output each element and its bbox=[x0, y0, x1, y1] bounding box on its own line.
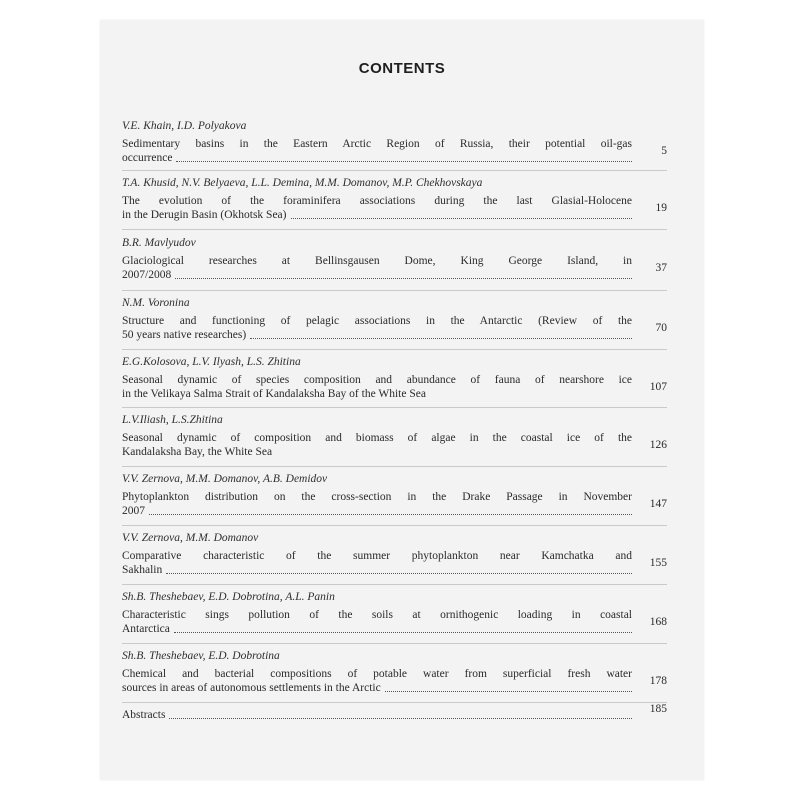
entry-title-line2-text: occurrence bbox=[122, 152, 173, 164]
entry-page-number: 70 bbox=[655, 322, 667, 334]
entry-page-number: 37 bbox=[655, 262, 667, 274]
entry-page-number: 147 bbox=[649, 498, 667, 510]
entry-title-line1: Sedimentary basins in the Eastern Arctic Region of Russia, their potential oil-gas bbox=[122, 138, 632, 150]
divider bbox=[122, 702, 667, 703]
entry-title-line2-text: in the Velikaya Salma Strait of Kandalaksha Bay of the White Sea bbox=[122, 388, 426, 400]
entry-authors: N.M. Voronina bbox=[122, 297, 190, 309]
entry-title-line2 bbox=[122, 151, 632, 165]
dot-leader bbox=[291, 208, 633, 219]
entry-title-line2 bbox=[122, 328, 632, 342]
entry-title-line1: The evolution of the foraminifera associations during the last Glasial-Holocene bbox=[122, 195, 632, 207]
entry-title-line1: Structure and functioning of pelagic associations in the Antarctic (Review of the bbox=[122, 315, 632, 327]
dot-leader bbox=[175, 268, 632, 279]
dot-leader bbox=[149, 504, 632, 515]
entry-title-line2-text: Antarctica bbox=[122, 623, 170, 635]
entry-title-line1: Phytoplankton distribution on the cross-section in the Drake Passage in November bbox=[122, 491, 632, 503]
dot-leader bbox=[169, 708, 632, 719]
divider bbox=[122, 229, 667, 230]
entry-authors: B.R. Mavlyudov bbox=[122, 237, 196, 249]
entry-page-number: 126 bbox=[649, 439, 667, 451]
entry-title-line2 bbox=[122, 268, 632, 282]
entry-authors: Sh.B. Theshebaev, E.D. Dobrotina bbox=[122, 650, 280, 662]
entry-title-line2-text: Kandalaksha Bay, the White Sea bbox=[122, 446, 273, 458]
entry-title-line1: Characteristic sings pollution of the soils at ornithogenic loading in coastal bbox=[122, 609, 632, 621]
divider bbox=[122, 290, 667, 291]
abstracts-line bbox=[122, 708, 632, 722]
entry-title-line2-text: 2007/2008 bbox=[122, 269, 172, 281]
divider bbox=[122, 643, 667, 644]
entry-title-line1: Chemical and bacterial compositions of potable water from superficial fresh water bbox=[122, 668, 632, 680]
entry-title-line2-text: in the Derugin Basin (Okhotsk Sea) bbox=[122, 209, 287, 221]
entry-title-line2-text: 2007 bbox=[122, 505, 145, 517]
dot-leader bbox=[166, 563, 632, 574]
entry-title-line1: Seasonal dynamic of composition and biomass of algae in the coastal ice of the bbox=[122, 432, 632, 444]
dot-leader bbox=[250, 328, 632, 339]
divider bbox=[122, 525, 667, 526]
entry-page-number: 5 bbox=[661, 145, 667, 157]
entry-authors: Sh.B. Theshebaev, E.D. Dobrotina, A.L. Panin bbox=[122, 591, 335, 603]
entry-page-number: 168 bbox=[649, 616, 667, 628]
divider bbox=[122, 584, 667, 585]
dot-leader bbox=[276, 445, 632, 456]
entry-title-line2-text: sources in areas of autonomous settlements in the Arctic bbox=[122, 682, 381, 694]
entry-title-line1: Glaciological researches at Bellinsgausen Dome, King George Island, in bbox=[122, 255, 632, 267]
dot-leader bbox=[176, 151, 632, 162]
entry-page-number: 107 bbox=[649, 381, 667, 393]
entry-page-number: 19 bbox=[655, 202, 667, 214]
dot-leader bbox=[430, 387, 632, 398]
entry-authors: V.V. Zernova, M.M. Domanov, A.B. Demidov bbox=[122, 473, 328, 485]
entry-page-number: 155 bbox=[649, 557, 667, 569]
entry-title-line2 bbox=[122, 387, 632, 401]
entry-authors: L.V.Iliash, L.S.Zhitina bbox=[122, 414, 223, 426]
divider bbox=[122, 170, 667, 171]
entry-title-line2 bbox=[122, 445, 632, 459]
divider bbox=[122, 407, 667, 408]
dot-leader bbox=[385, 681, 632, 692]
dot-leader bbox=[174, 622, 632, 633]
entry-title-line2 bbox=[122, 622, 632, 636]
abstracts-page-number: 185 bbox=[649, 703, 667, 715]
entry-page-number: 178 bbox=[649, 675, 667, 687]
entry-authors: V.V. Zernova, M.M. Domanov bbox=[122, 532, 259, 544]
entry-title-line2 bbox=[122, 504, 632, 518]
divider bbox=[122, 349, 667, 350]
entry-title-line2-text: Sakhalin bbox=[122, 564, 163, 576]
page-title: CONTENTS bbox=[358, 60, 446, 77]
divider bbox=[122, 466, 667, 467]
entry-authors: V.E. Khain, I.D. Polyakova bbox=[122, 120, 247, 132]
entry-title-line2 bbox=[122, 681, 632, 695]
abstracts-label: Abstracts bbox=[122, 709, 166, 721]
entry-title-line2 bbox=[122, 563, 632, 577]
document-page bbox=[100, 20, 704, 780]
entry-title-line2 bbox=[122, 208, 632, 222]
entry-authors: E.G.Kolosova, L.V. Ilyash, L.S. Zhitina bbox=[122, 356, 301, 368]
entry-title-line1: Comparative characteristic of the summer phytoplankton near Kamchatka and bbox=[122, 550, 632, 562]
entry-authors: T.A. Khusid, N.V. Belyaeva, L.L. Demina, M.M. Domanov, M.P. Chekhovskaya bbox=[122, 177, 483, 189]
entry-title-line1: Seasonal dynamic of species composition and abundance of fauna of nearshore ice bbox=[122, 374, 632, 386]
entry-title-line2-text: 50 years native researches) bbox=[122, 329, 247, 341]
